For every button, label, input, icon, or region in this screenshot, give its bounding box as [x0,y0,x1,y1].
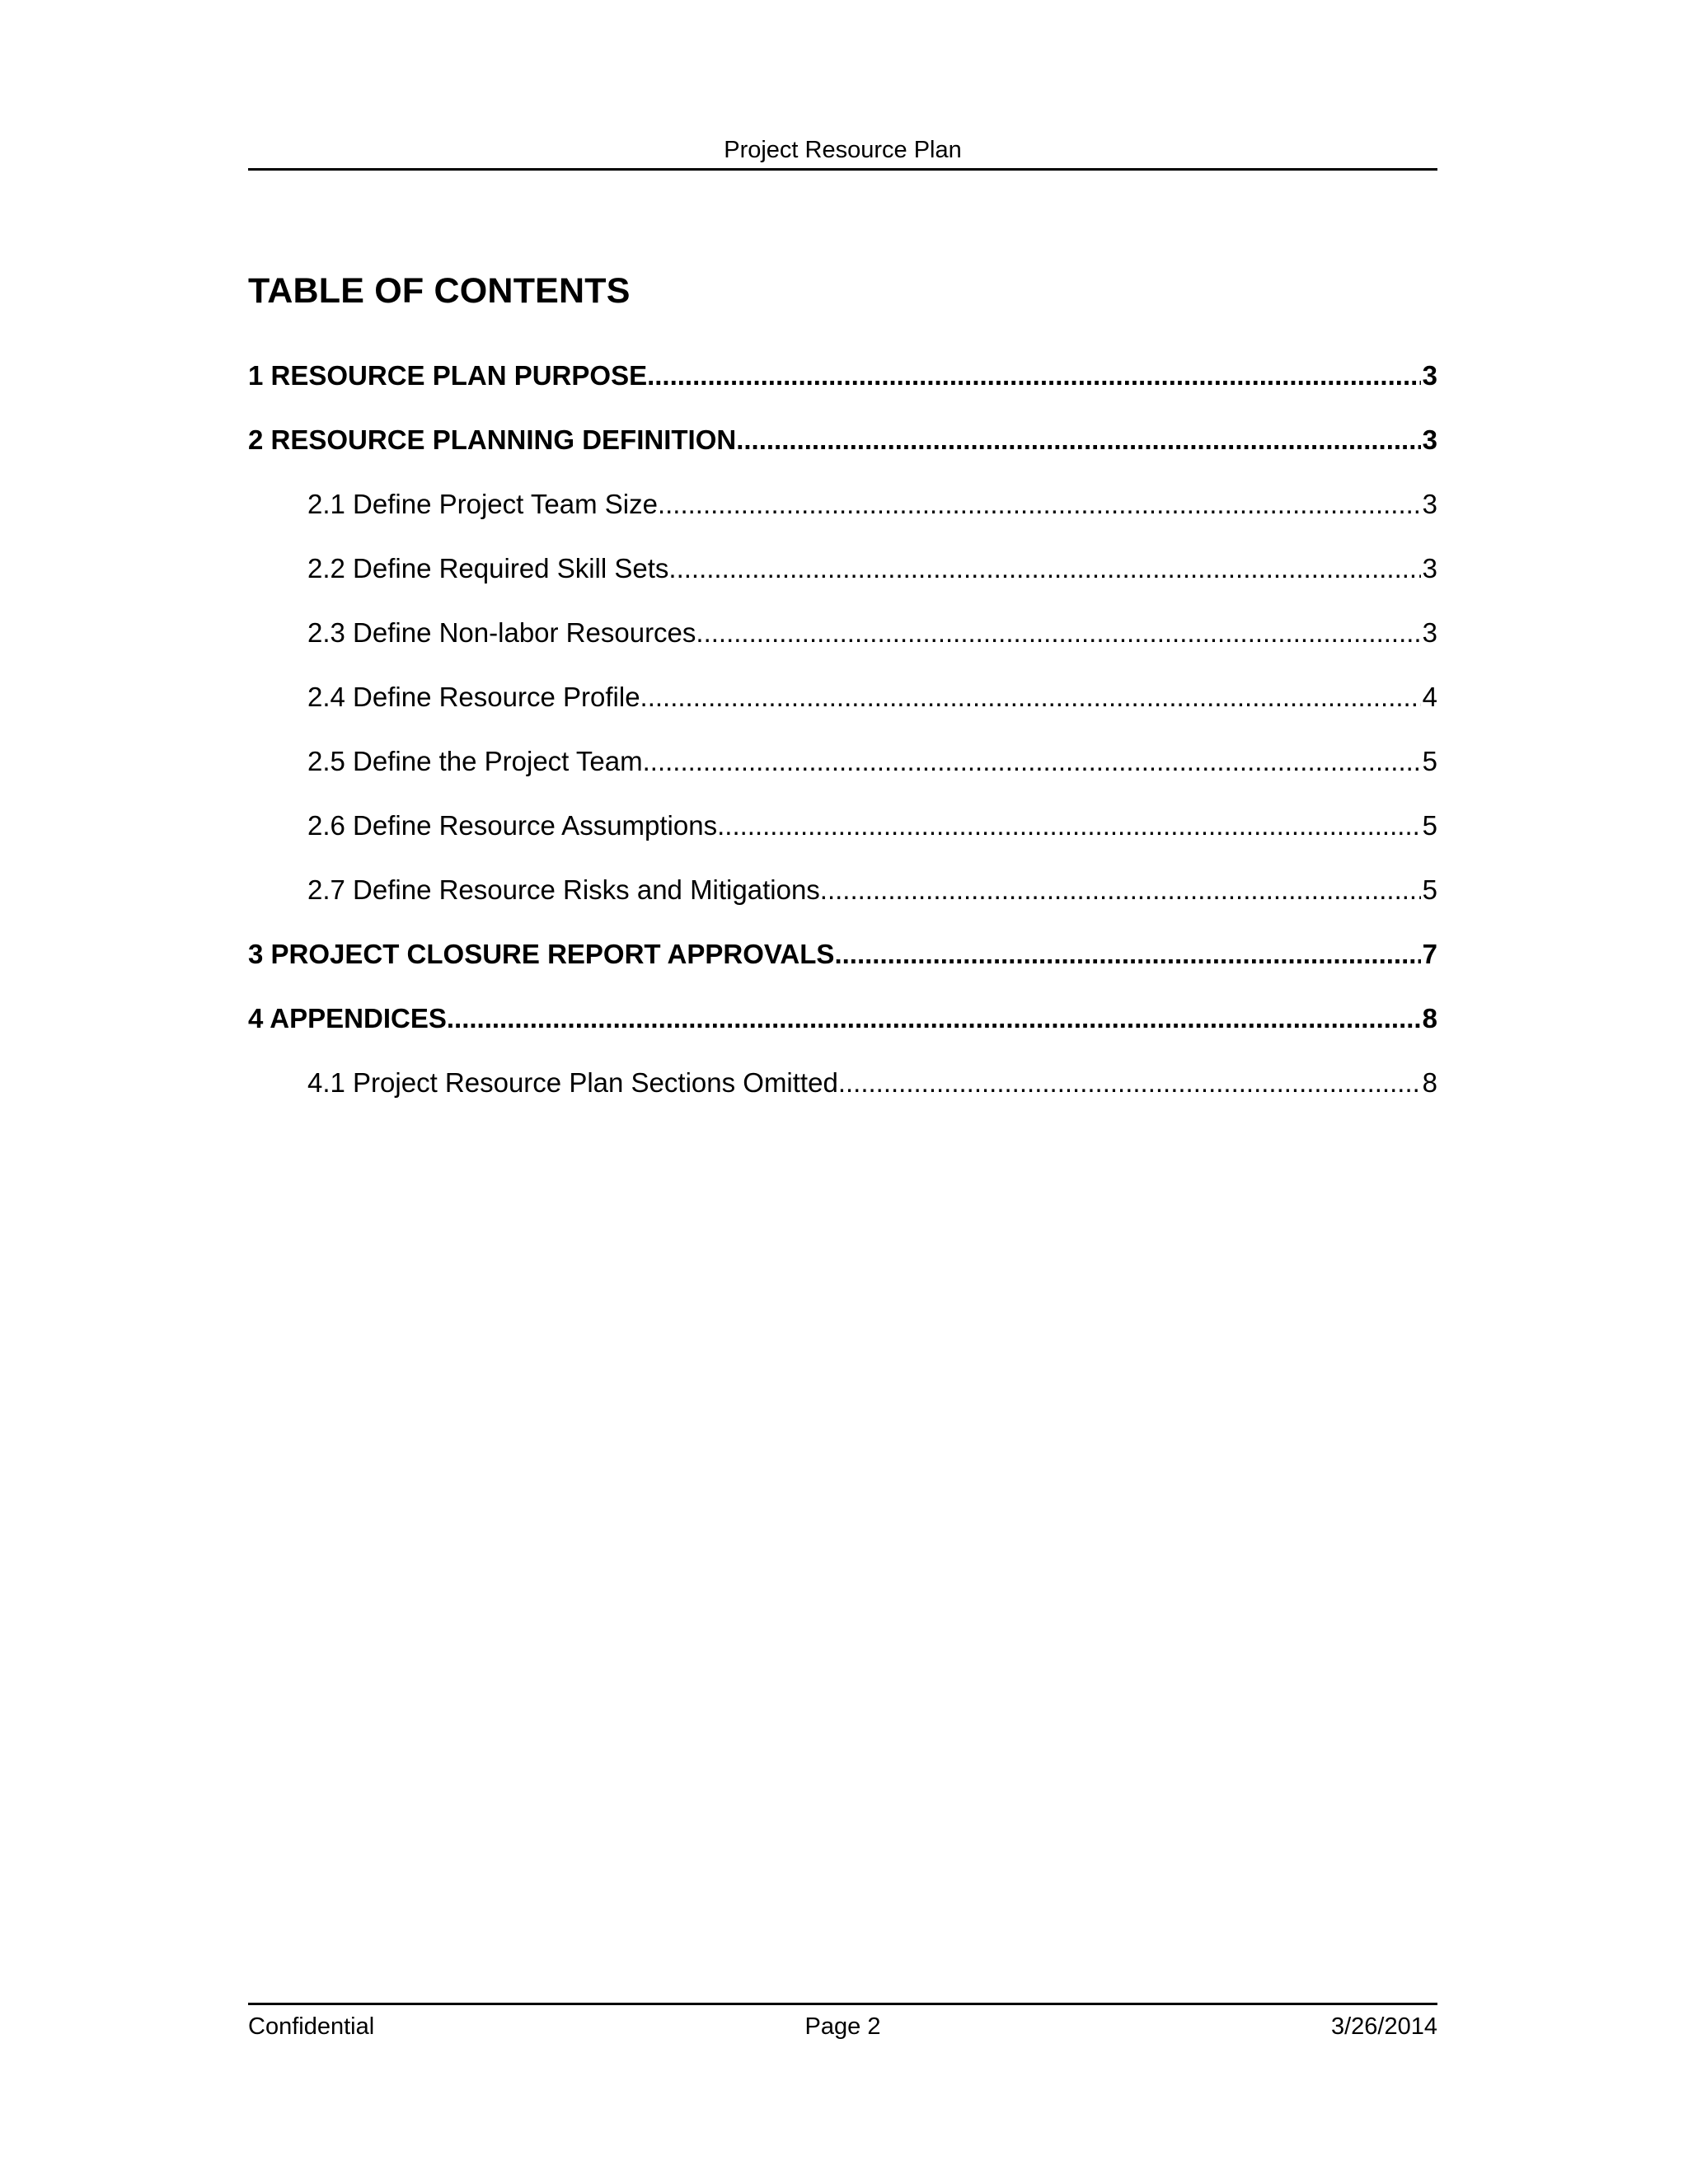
toc-entry-project-resource-plan-sections-omitted[interactable] [307,1066,1437,1099]
toc-leader-dots [668,552,1420,585]
toc-entry-page: 5 [1422,746,1437,776]
header-title: Project Resource Plan [724,137,962,163]
toc-leader-dots [658,488,1421,521]
page-footer [248,2003,1437,2046]
toc-entry-text: 2.6 Define Resource Assumptions [307,810,718,841]
toc-entry-text: 4.1 Project Resource Plan Sections Omitted [307,1067,838,1098]
toc-entry-page: 3 [1422,360,1437,391]
toc-entry-resource-planning-definition[interactable] [248,424,1437,457]
toc-entry-page: 5 [1422,810,1437,841]
toc-entry-page: 3 [1422,489,1437,519]
footer-page-number: Page 2 [804,2013,881,2040]
toc-entry-page: 7 [1422,939,1437,969]
toc-entry-text: 2.3 Define Non-labor Resources [307,617,696,648]
footer-confidential-label: Confidential [248,2013,375,2040]
toc-entry-text: 2.2 Define Required Skill Sets [307,553,669,583]
toc-entry-define-project-team-size[interactable] [307,488,1437,521]
toc-entry-text: 2.7 Define Resource Risks and Mitigations [307,874,820,905]
toc-entry-text: 1 RESOURCE PLAN PURPOSE [248,360,648,391]
toc-entry-define-required-skill-sets[interactable] [307,552,1437,585]
toc-entry-resource-plan-purpose[interactable] [248,359,1437,392]
toc-leader-dots [717,809,1421,842]
toc-heading: TABLE OF CONTENTS [248,271,631,311]
toc-leader-dots [838,1066,1421,1099]
toc-leader-dots [447,1002,1421,1035]
toc-entry-define-the-project-team[interactable] [307,745,1437,778]
toc-entry-page: 5 [1422,874,1437,905]
toc-entry-page: 8 [1422,1067,1437,1098]
toc-entry-page: 3 [1422,617,1437,648]
toc-entry-define-resource-assumptions[interactable] [307,809,1437,842]
toc-entry-project-closure-report-approvals[interactable] [248,938,1437,971]
toc-entry-page: 4 [1422,682,1437,712]
toc-entry-define-resource-profile[interactable] [307,681,1437,714]
toc-entry-page: 3 [1422,553,1437,583]
toc-entry-text: 2 RESOURCE PLANNING DEFINITION [248,424,737,455]
toc-entry-text: 2.5 Define the Project Team [307,746,643,776]
toc-leader-dots [640,681,1421,714]
toc-entry-page: 8 [1422,1003,1437,1033]
toc-leader-dots [643,745,1421,778]
toc-leader-dots [696,616,1420,649]
toc-entry-text: 3 PROJECT CLOSURE REPORT APPROVALS [248,939,835,969]
footer-date: 3/26/2014 [1330,2013,1437,2040]
toc-leader-dots [834,938,1420,971]
toc-entry-text: 4 APPENDICES [248,1003,447,1033]
page-header [248,135,1437,171]
toc-entry-text: 2.1 Define Project Team Size [307,489,658,519]
toc-entry-define-non-labor-resources[interactable] [307,616,1437,649]
toc-entry-page: 3 [1422,424,1437,455]
toc-leader-dots [736,424,1420,457]
toc-entry-appendices[interactable] [248,1002,1437,1035]
toc-leader-dots [647,359,1421,392]
toc-leader-dots [820,874,1421,907]
toc-entry-define-resource-risks-and-mitigations[interactable] [307,874,1437,907]
toc-entry-text: 2.4 Define Resource Profile [307,682,640,712]
